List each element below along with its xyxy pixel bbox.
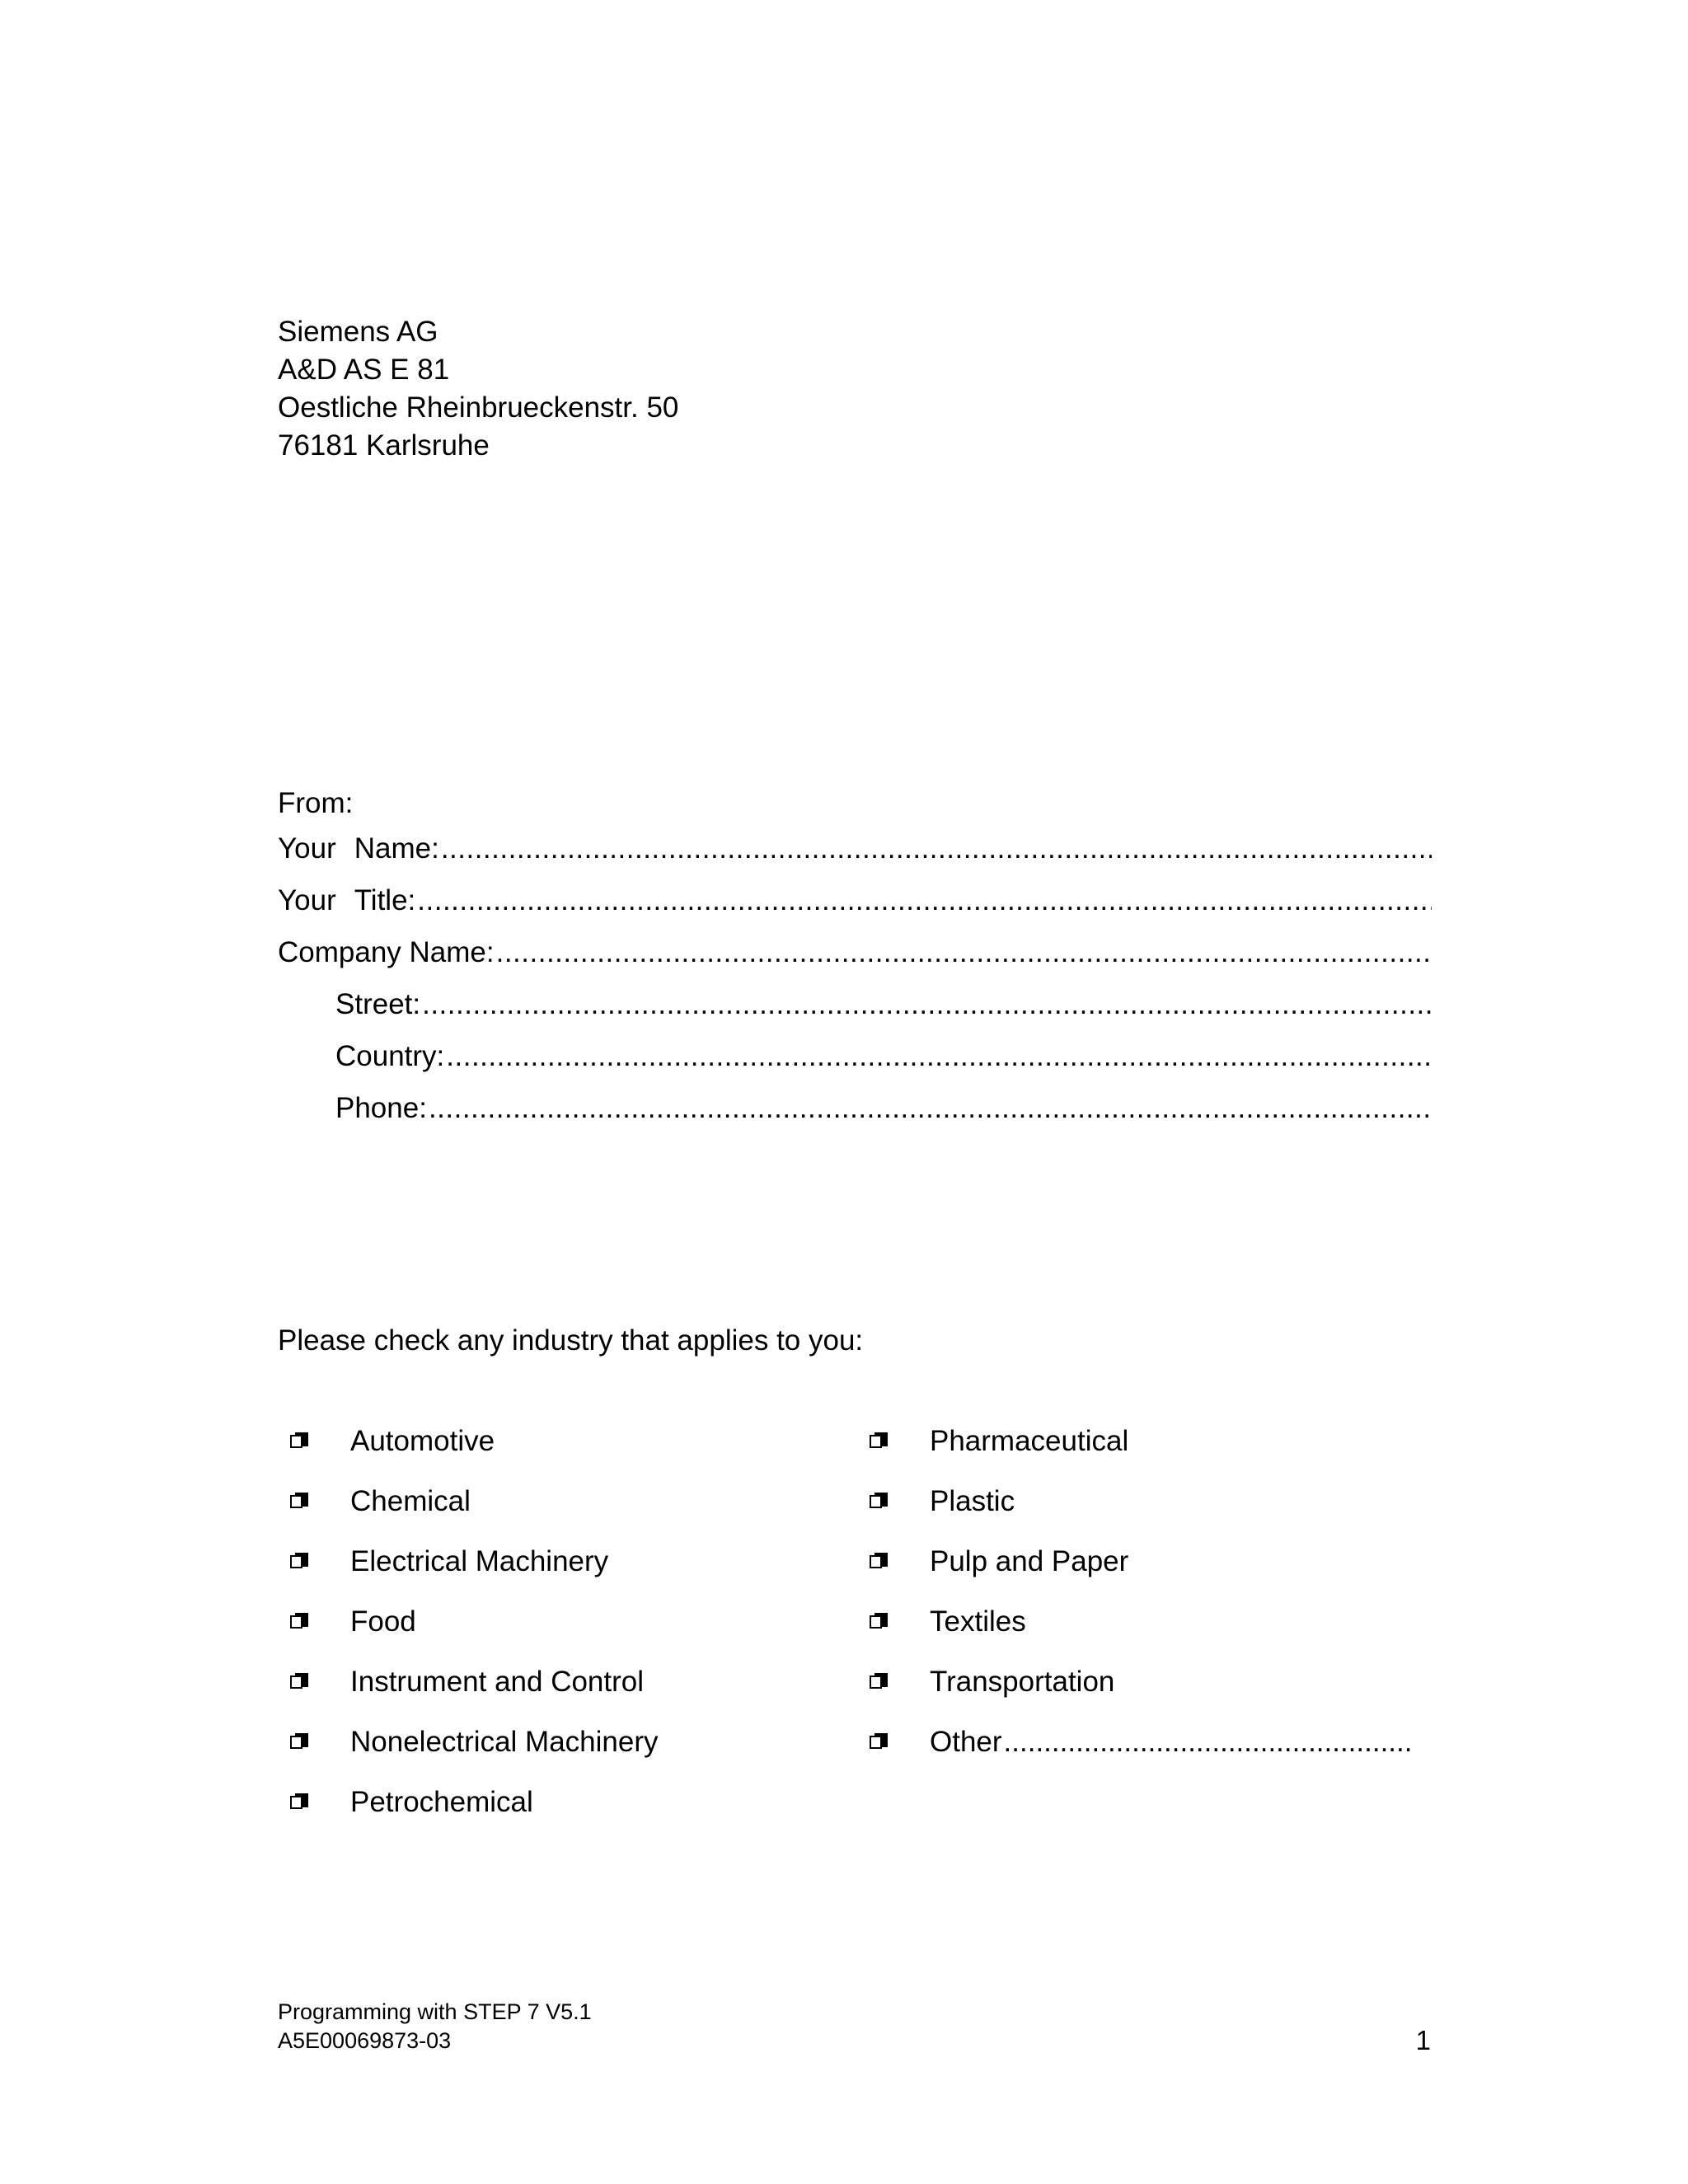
footer-title: Programming with STEP 7 V5.1 [278,1999,592,2024]
footer-doc-number: A5E00069873-03 [278,2028,452,2053]
industry-label: Instrument and Control [350,1665,645,1698]
industry-option-other[interactable] [870,1712,1414,1772]
industry-prompt: Please check any industry that applies to you: [278,1324,864,1357]
industry-label: Pulp and Paper [930,1544,1129,1577]
country-label: Country: [335,1040,445,1072]
industry-label: Electrical Machinery [350,1544,609,1577]
form-heading: From: [278,787,354,819]
checkbox-icon[interactable] [870,1613,886,1631]
checkbox-icon[interactable] [290,1673,307,1691]
industry-label: Plastic [930,1484,1015,1517]
address-department: A&D AS E 81 [278,354,450,386]
your-title-row [278,874,1432,926]
other-industry-field[interactable] [1004,1726,1414,1759]
industry-label: Chemical [350,1484,471,1517]
phone-row [278,1082,1432,1134]
industry-option[interactable] [290,1772,658,1832]
industry-label: Petrochemical [350,1785,533,1818]
street-field[interactable] [422,978,1432,1030]
checkbox-icon[interactable] [870,1432,886,1451]
sender-form [278,785,1432,1134]
company-name-row [278,926,1432,978]
checkbox-icon[interactable] [290,1493,307,1511]
company-name-field[interactable] [496,926,1432,978]
industry-label: Transportation [930,1665,1115,1698]
checkbox-icon[interactable] [290,1553,307,1571]
industry-label: Automotive [350,1424,495,1457]
phone-label: Phone: [335,1092,427,1124]
your-name-label: Your Name: [278,832,439,865]
industry-option[interactable] [870,1411,1414,1471]
checkbox-icon[interactable] [290,1432,307,1451]
checkbox-icon[interactable] [870,1733,886,1751]
page-number: 1 [1415,2025,1431,2055]
industry-label: Other [930,1725,1002,1758]
industry-list-right [870,1411,1414,1772]
street-label: Street: [335,988,421,1020]
industry-option[interactable] [290,1411,658,1471]
industry-option[interactable] [290,1712,658,1772]
your-title-label: Your Title: [278,884,416,916]
industry-label: Food [350,1605,416,1638]
footer [278,1998,592,2055]
address-city: 76181 Karlsruhe [278,429,490,462]
recipient-address [278,313,678,465]
checkbox-icon[interactable] [290,1613,307,1631]
industry-option[interactable] [290,1591,658,1652]
industry-option[interactable] [870,1531,1414,1591]
company-name-label: Company Name: [278,936,495,968]
industry-option[interactable] [870,1652,1414,1712]
your-name-field[interactable] [441,823,1432,874]
industry-label: Textiles [930,1605,1026,1638]
industry-option[interactable] [870,1471,1414,1531]
checkbox-icon[interactable] [870,1673,886,1691]
checkbox-icon[interactable] [290,1733,307,1751]
checkbox-icon[interactable] [870,1553,886,1571]
industry-option[interactable] [290,1471,658,1531]
phone-field[interactable] [429,1082,1432,1134]
industry-label: Pharmaceutical [930,1424,1129,1457]
industry-option[interactable] [290,1652,658,1712]
industry-list-left [290,1411,658,1832]
checkbox-icon[interactable] [290,1793,307,1811]
industry-label: Nonelectrical Machinery [350,1725,659,1758]
your-name-row [278,823,1432,874]
street-row [278,978,1432,1030]
country-field[interactable] [446,1030,1432,1082]
industry-option[interactable] [290,1531,658,1591]
country-row [278,1030,1432,1082]
address-company: Siemens AG [278,316,438,348]
your-title-field[interactable] [417,874,1432,926]
industry-option[interactable] [870,1591,1414,1652]
address-street: Oestliche Rheinbrueckenstr. 50 [278,391,679,424]
checkbox-icon[interactable] [870,1493,886,1511]
